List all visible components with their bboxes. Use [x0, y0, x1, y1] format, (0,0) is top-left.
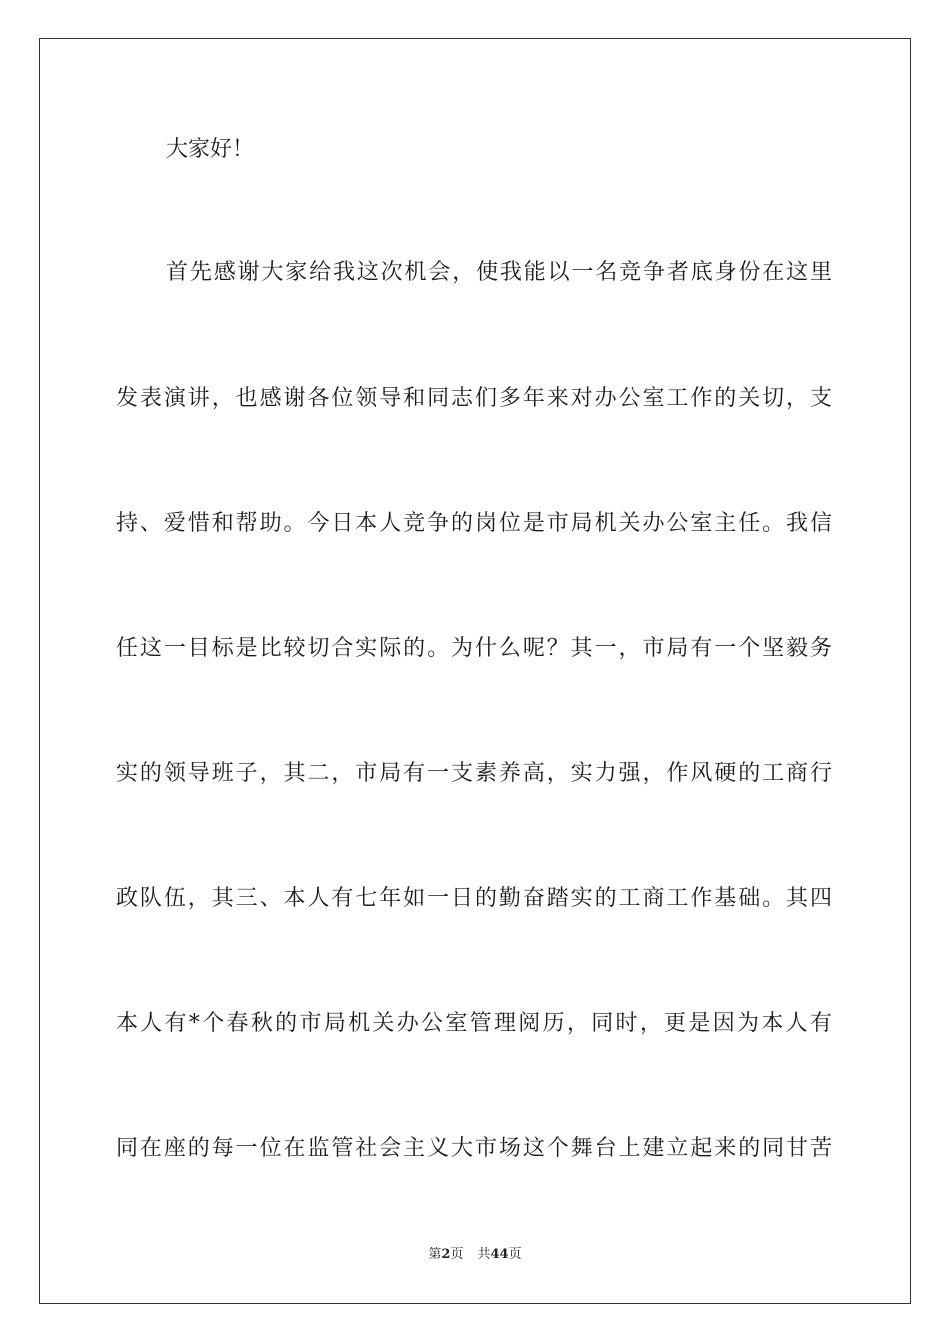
footer-page-prefix: 第: [428, 1247, 442, 1262]
greeting-line: 大家好！: [166, 137, 255, 162]
body-line-1: 首先感谢大家给我这次机会，使我能以一名竞争者底身份在这里: [166, 260, 832, 285]
footer-page-suffix: 页: [450, 1247, 464, 1262]
body-line-8: 同在座的每一位在监管社会主义大市场这个舞台上建立起来的同甘苦: [116, 1136, 832, 1161]
body-line-3: 持、爱惜和帮助。今日本人竞争的岗位是市局机关办公室主任。我信: [116, 511, 832, 536]
footer-total-suffix: 页: [508, 1247, 522, 1262]
body-line-2: 发表演讲，也感谢各位领导和同志们多年来对办公室工作的关切，支: [116, 386, 832, 411]
body-line-7: 本人有*个春秋的市局机关办公室管理阅历，同时，更是因为本人有: [116, 1011, 832, 1036]
body-line-5: 实的领导班子，其二，市局有一支素养高，实力强，作风硬的工商行: [116, 761, 832, 786]
page-border: [39, 38, 911, 1304]
body-line-6: 政队伍，其三、本人有七年如一日的勤奋踏实的工商工作基础。其四: [116, 886, 832, 911]
body-line-4: 任这一目标是比较切合实际的。为什么呢？其一，市局有一个坚毅务: [116, 636, 832, 661]
footer-page-number: 2: [441, 1247, 451, 1262]
footer-total-pages: 44: [490, 1247, 509, 1262]
page-footer: [0, 1246, 950, 1264]
footer-total-prefix: 共: [477, 1247, 491, 1262]
